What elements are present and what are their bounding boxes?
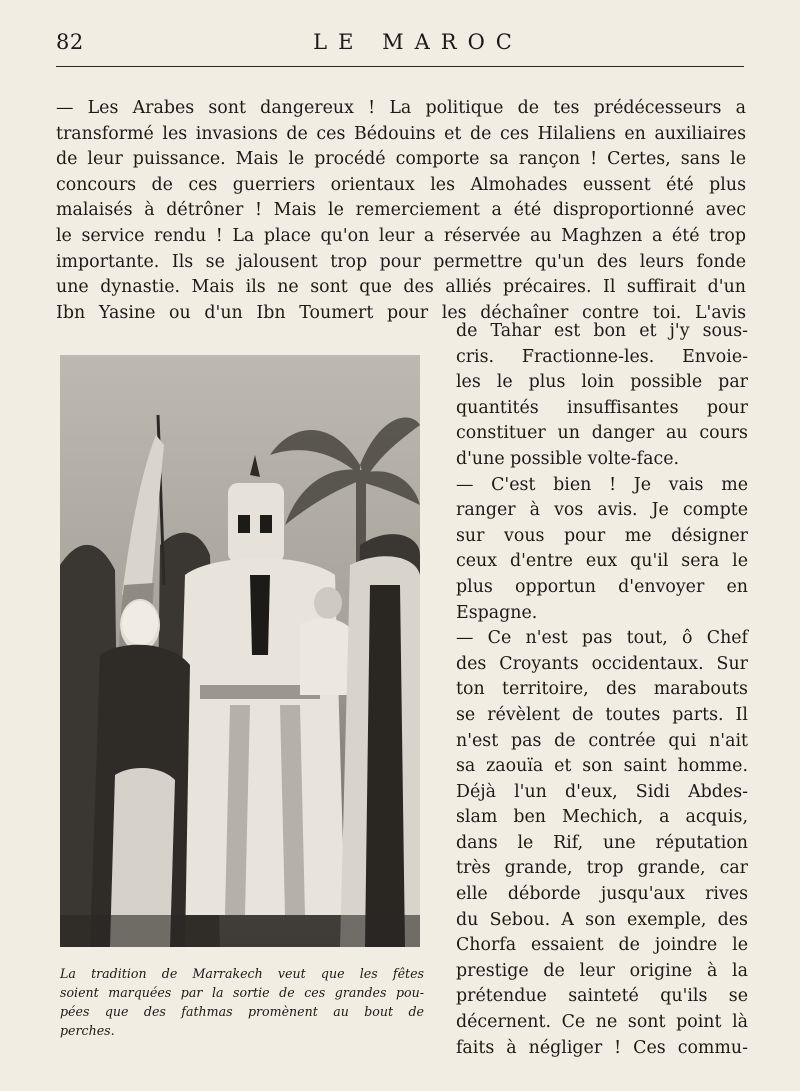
text-line: importante. Ils se jalousent trop pour permettre qu'un des leurs fonde [56, 251, 746, 272]
text-line: — Ce n'est pas tout, ô Chef [456, 628, 748, 649]
text-line: quantités insuffisantes pour [456, 397, 748, 418]
text-line: Chorfa essaient de joindre le [456, 935, 748, 956]
photo-figure [60, 355, 420, 947]
header-rule [56, 66, 744, 67]
festival-photo [60, 355, 420, 947]
page-number: 82 [56, 30, 84, 54]
text-line: slam ben Mechich, a acquis, [456, 807, 748, 828]
text-line: décernent. Ce ne sont point là [456, 1012, 748, 1033]
text-line: Espagne. [456, 602, 538, 623]
caption-line: pées que des fathmas promènent au bout de [60, 1004, 424, 1019]
text-line: ton territoire, des marabouts [456, 679, 748, 700]
text-line: très grande, trop grande, car [456, 858, 748, 879]
text-line: sa zaouïa et son saint homme. [456, 756, 748, 777]
text-line: malaisés à détrôner ! Mais le remerciement a été disproportionné avec [56, 200, 746, 221]
text-line: le service rendu ! La place qu'on leur a réservée au Maghzen a été trop [56, 225, 746, 246]
text-line: se révèlent de toutes parts. Il [456, 704, 748, 725]
right-column-text [456, 319, 748, 1061]
text-line: prestige de leur origine à la [456, 960, 748, 981]
text-line: de Tahar est bon et j'y sous- [456, 321, 748, 341]
text-line: dans le Rif, une réputation [456, 832, 748, 853]
text-line: cris. Fractionne-les. Envoie- [456, 346, 748, 367]
text-line: — C'est bien ! Je vais me [456, 474, 748, 495]
text-line: ceux d'entre eux qu'il sera le [456, 551, 748, 572]
text-line: transformé les invasions de ces Bédouins et de ces Hilaliens en auxiliaires [56, 123, 746, 144]
full-width-text [56, 96, 746, 326]
caption-line: soient marquées par la sortie de ces grandes pou- [60, 985, 424, 1000]
text-line: constituer un danger au cours [456, 423, 748, 444]
running-title: LE MAROC [313, 30, 523, 54]
text-line: des Croyants occidentaux. Sur [456, 653, 748, 674]
text-line: Déjà l'un d'eux, Sidi Abdes- [456, 781, 748, 802]
text-line: faits à négliger ! Ces commu- [456, 1037, 748, 1058]
text-line: ranger à vos avis. Je compte [456, 500, 748, 521]
text-line: de leur puissance. Mais le procédé comporte sa rançon ! Certes, sans le [56, 149, 746, 170]
photo-caption [60, 964, 424, 1040]
text-line: Ibn Yasine ou d'un Ibn Toumert pour les déchaîner contre toi. L'avis [56, 302, 746, 323]
text-line: les le plus loin possible par [456, 372, 748, 393]
text-line: — Les Arabes sont dangereux ! La politique de tes prédécesseurs a [56, 98, 746, 118]
text-line: n'est pas de contrée qui n'ait [456, 730, 748, 751]
text-line: sur vous pour me désigner [456, 525, 748, 546]
caption-line: La tradition de Marrakech veut que les fêtes [60, 966, 424, 981]
text-line: concours de ces guerriers orientaux les Almohades eussent été plus [56, 174, 746, 195]
text-line: elle déborde jusqu'aux rives [456, 884, 748, 905]
text-line: prétendue sainteté qu'ils se [456, 986, 748, 1007]
text-line: du Sebou. A son exemple, des [456, 909, 748, 930]
text-line: une dynastie. Mais ils ne sont que des alliés précaires. Il suffirait d'un [56, 277, 746, 298]
text-line: plus opportun d'envoyer en [456, 576, 748, 597]
caption-line: perches. [60, 1023, 115, 1038]
text-line: d'une possible volte-face. [456, 448, 680, 469]
